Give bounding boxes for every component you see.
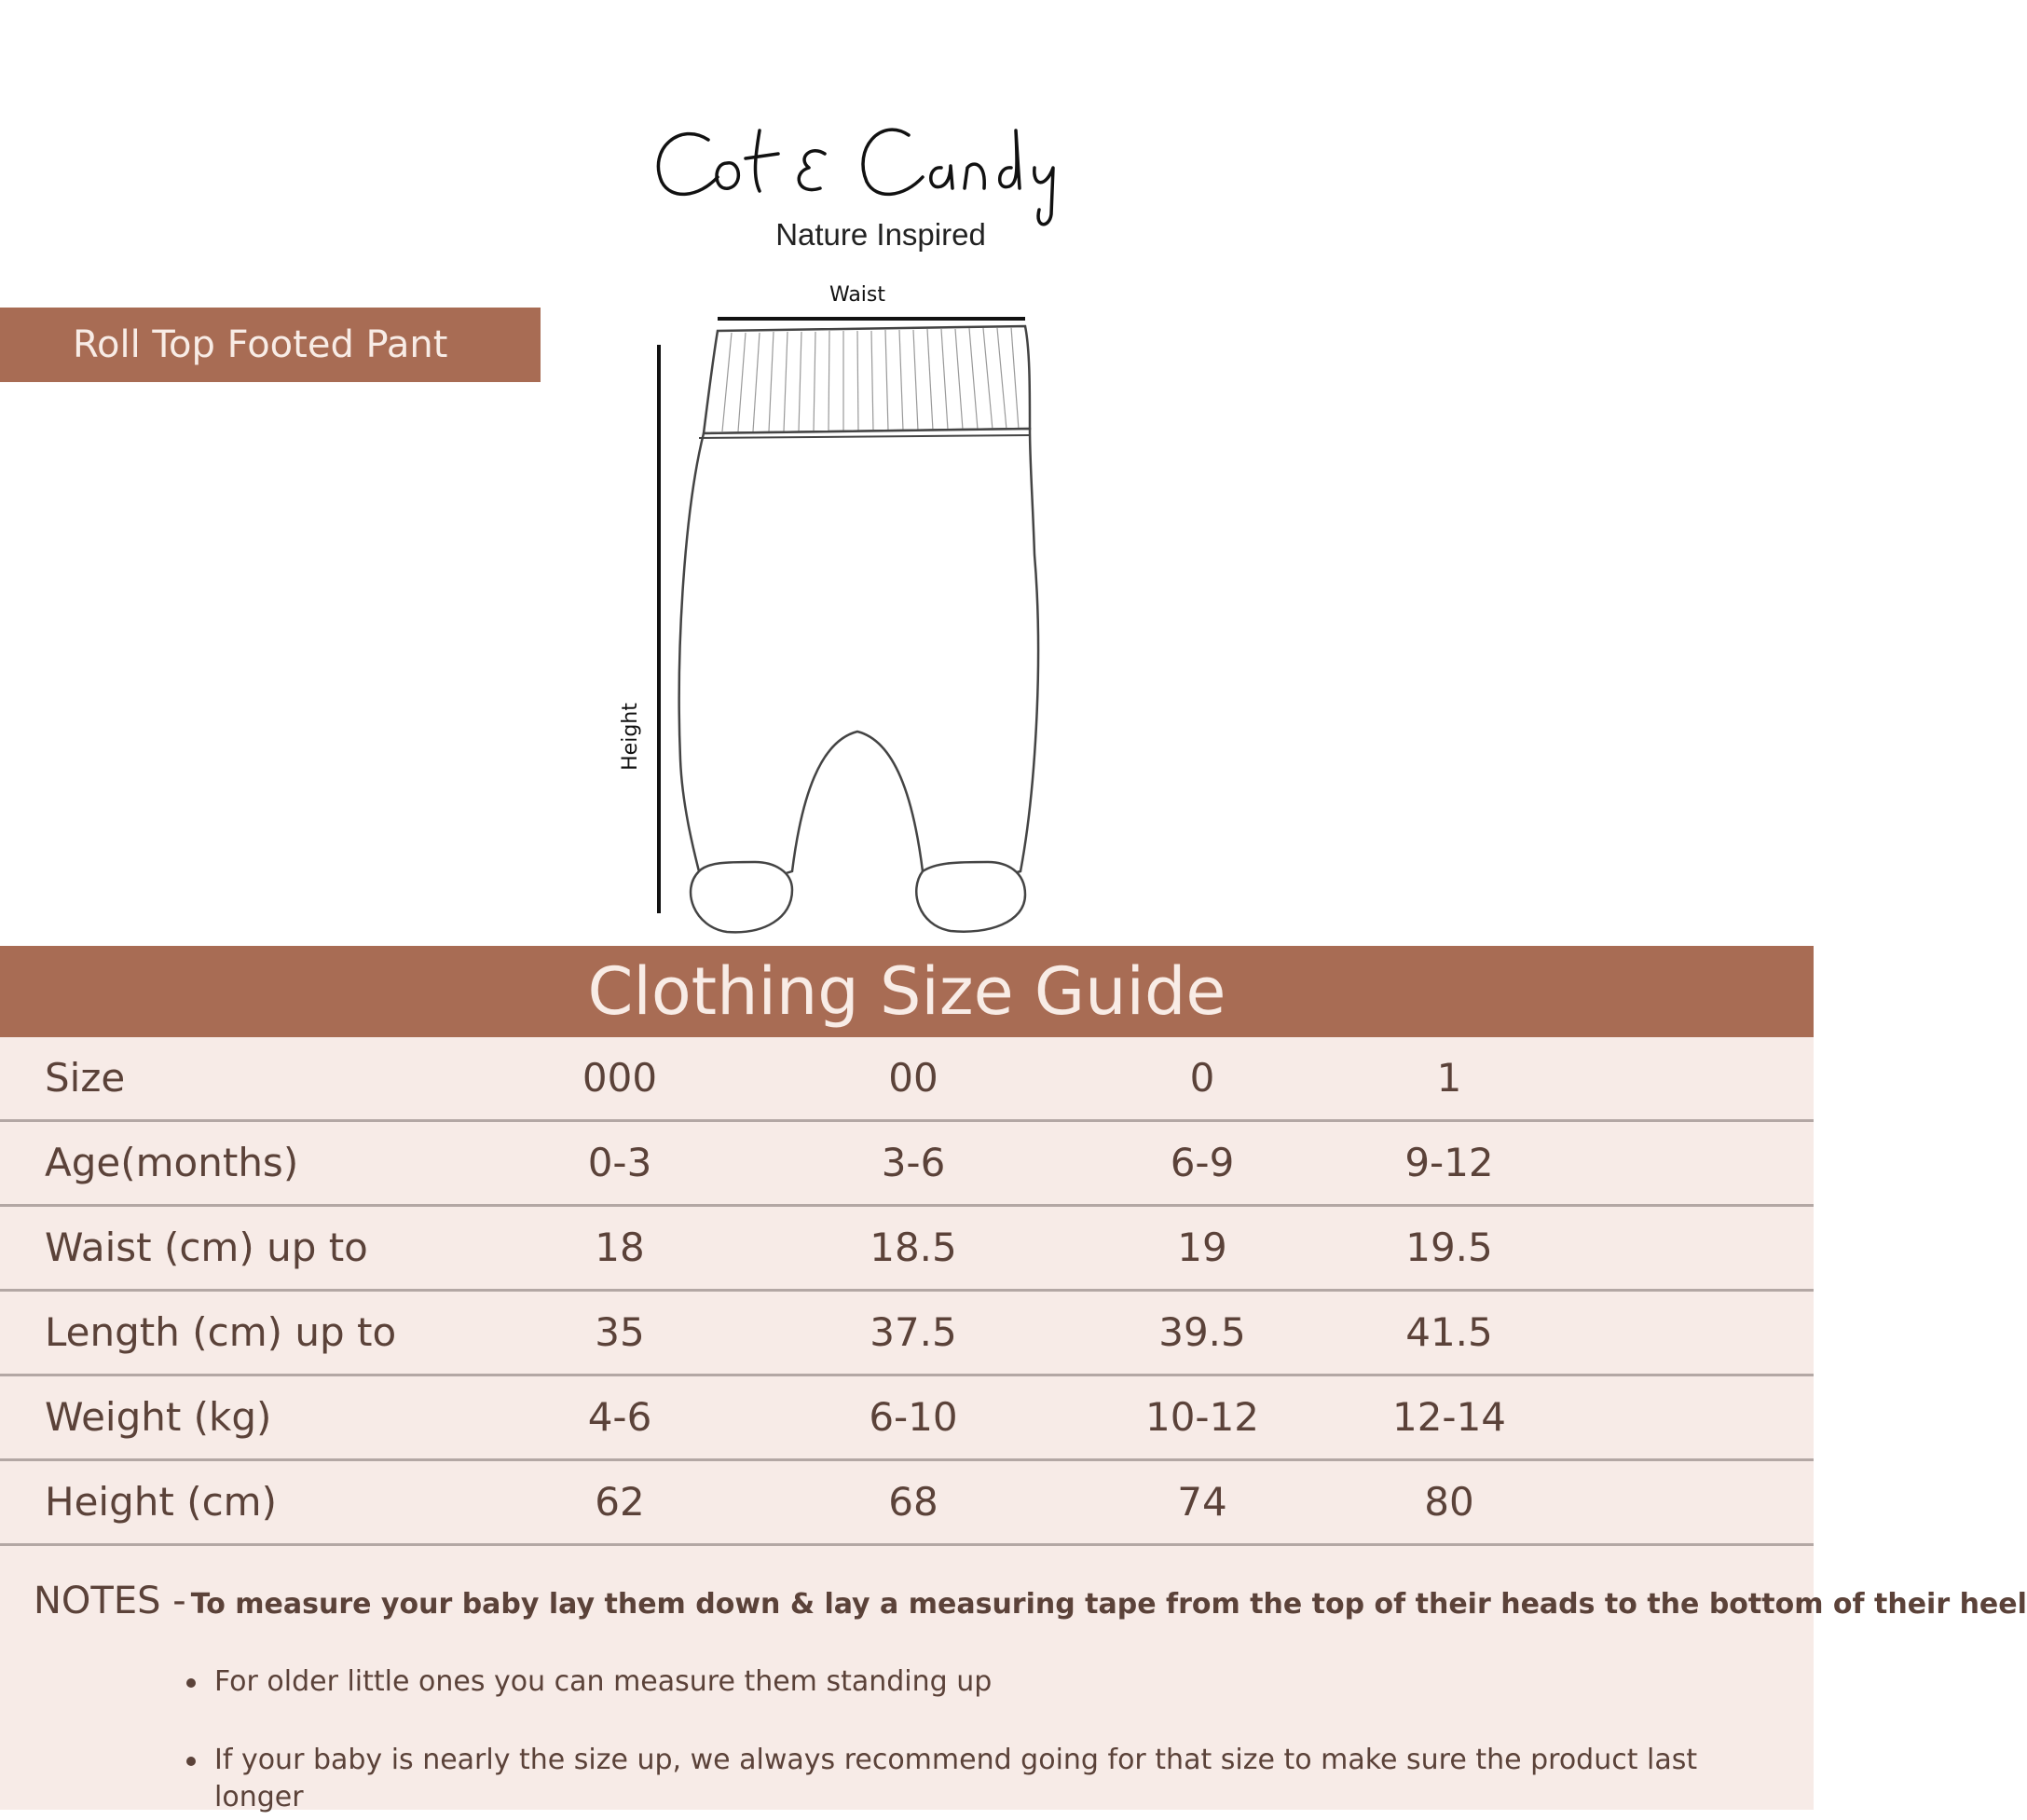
table-cell: 0 xyxy=(1189,1055,1215,1101)
table-cell: 41.5 xyxy=(1405,1309,1493,1355)
table-row-weight xyxy=(0,1376,1814,1461)
row-label: Weight (kg) xyxy=(45,1394,272,1440)
notes-title: NOTES - xyxy=(34,1580,186,1622)
notes-section xyxy=(34,1580,2027,1622)
table-cell: 0-3 xyxy=(587,1140,652,1185)
table-cell: 19.5 xyxy=(1405,1225,1493,1270)
notes-main-text: To measure your baby lay them down & lay a measuring tape from the top of their heads to the bottom of their heel xyxy=(190,1588,2027,1621)
table-cell: 39.5 xyxy=(1158,1309,1246,1355)
table-cell: 35 xyxy=(595,1309,645,1355)
table-cell: 19 xyxy=(1177,1225,1227,1270)
row-label: Size xyxy=(45,1055,126,1101)
product-name-tag: Roll Top Footed Pant xyxy=(0,308,541,382)
table-cell: 4-6 xyxy=(587,1394,652,1440)
table-row-waist xyxy=(0,1207,1814,1292)
table-row-length xyxy=(0,1292,1814,1376)
table-cell: 37.5 xyxy=(870,1309,957,1355)
table-row-age xyxy=(0,1122,1814,1207)
table-cell: 74 xyxy=(1177,1479,1227,1525)
brand-tagline: Nature Inspired xyxy=(775,217,986,252)
table-cell: 6-10 xyxy=(869,1394,958,1440)
table-cell: 80 xyxy=(1424,1479,1474,1525)
table-cell: 12-14 xyxy=(1391,1394,1507,1440)
table-cell: 68 xyxy=(888,1479,938,1525)
list-item: If your baby is nearly the size up, we always recommend going for that size to make sure the product last longer xyxy=(186,1742,1789,1820)
table-cell: 3-6 xyxy=(881,1140,946,1185)
table-cell: 18 xyxy=(595,1225,645,1270)
left-foot-shape xyxy=(691,862,792,932)
waistband-shape xyxy=(704,326,1030,433)
row-label: Height (cm) xyxy=(45,1479,277,1525)
row-label: Length (cm) up to xyxy=(45,1309,397,1355)
row-label: Waist (cm) up to xyxy=(45,1225,368,1270)
pant-diagram xyxy=(606,275,1090,946)
height-label: Height xyxy=(618,703,642,771)
notes-bullet-list xyxy=(186,1663,1789,1820)
row-label: Age(months) xyxy=(45,1140,299,1185)
table-cell: 10-12 xyxy=(1144,1394,1260,1440)
right-foot-shape xyxy=(916,862,1025,932)
footed-pant-illustration xyxy=(606,275,1090,946)
table-cell: 6-9 xyxy=(1170,1140,1235,1185)
table-cell: 1 xyxy=(1436,1055,1462,1101)
list-item: For older little ones you can measure them standing up xyxy=(186,1663,1789,1742)
table-row-size xyxy=(0,1037,1814,1122)
table-cell: 00 xyxy=(888,1055,938,1101)
table-row-height xyxy=(0,1461,1814,1546)
waist-label: Waist xyxy=(829,283,886,307)
table-cell: 000 xyxy=(582,1055,658,1101)
table-cell: 18.5 xyxy=(870,1225,957,1270)
table-cell: 62 xyxy=(595,1479,645,1525)
pant-body-shape xyxy=(679,429,1038,879)
size-guide-title: Clothing Size Guide xyxy=(0,946,1814,1037)
table-cell: 9-12 xyxy=(1404,1140,1494,1185)
